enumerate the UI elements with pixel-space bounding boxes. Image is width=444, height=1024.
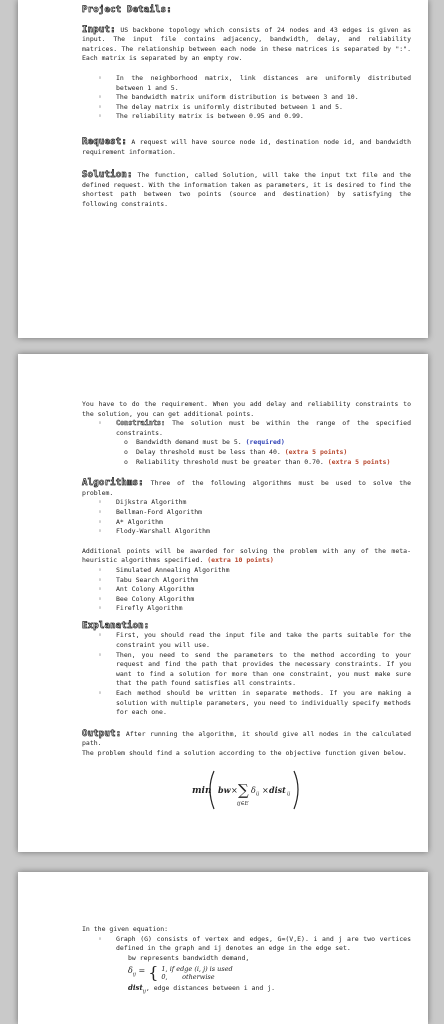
eq-delta: δ [250, 785, 256, 795]
request-label: Request: [82, 136, 127, 147]
meta-algorithms-list [82, 566, 411, 614]
list-item: o Delay threshold must be less than 40. (extra 5 points) [124, 447, 348, 456]
list-item: ◦ Dijkstra Algorithm [98, 498, 187, 507]
project-details-title: Project Details: [82, 5, 172, 15]
sub-bullet-icon: o [124, 447, 128, 456]
eq-min: min [191, 785, 211, 796]
eq-times-2: × [261, 785, 269, 795]
bullet-icon: ◦ [98, 507, 102, 516]
equation-svg [192, 767, 302, 813]
meta-paragraph: Additional points will be awarded for solving the problem with any of the meta-heuristic algorithms specified. (extra 10 points) [82, 546, 411, 565]
list-item: ◦ The delay matrix is uniformly distributed between 1 and 5. [98, 102, 343, 111]
request-paragraph [82, 138, 411, 157]
algorithms-paragraph: Algorithms: Three of the following algorithms must be used to solve the problem. [82, 478, 411, 497]
list-item: ◦ Each method should be written in separate methods. If you are making a solution with multiple parameters, you need to individually specify methods for each one. [98, 689, 411, 717]
extra-tag: (extra 5 points) [284, 447, 348, 456]
delta-case-2: 0, otherwise [161, 973, 215, 982]
bullet-icon: ◦ [98, 604, 102, 613]
given-equation-intro: In the given equation: [82, 925, 169, 933]
bullet-icon: ◦ [98, 102, 102, 111]
list-item: ◦ Then, you need to send the parameters to the method according to your request and find the path that provides the necessary constraints. If you want to find a solution for more than one constraint, you must make sure that the path found satisfies all constraints. [98, 650, 411, 688]
page-2 [18, 354, 428, 852]
eq-bw: bw [217, 784, 230, 795]
input-paragraph [82, 26, 411, 64]
delta-case-1: 1, if edge (i, j) is used [161, 965, 233, 974]
intro-paragraph: You have to do the requirement. When you add delay and reliability constraints to the solution, you can get additional points. [82, 400, 411, 418]
algorithms-label: Algorithms: [82, 478, 144, 489]
bw-definition: bw represents bandwidth demand, [128, 953, 250, 962]
eq-sum-sub: ij∈E [236, 800, 249, 807]
bullet-icon: ◦ [98, 527, 102, 536]
page-1 [18, 0, 428, 338]
input-text: US backbone topology which consists of 24 nodes and 43 edges is given as input. The input file contains adjacency, bandwidth, delay, and reliability matrices. The relationship between each node in these matrices is separated by ":". Each matrix is separated by an empty row. [82, 25, 411, 63]
page-3 [18, 872, 428, 1024]
bullet-icon: ◦ [98, 575, 102, 584]
list-item: ◦ First, you should read the input file and take the parts suitable for the constraint you will use. [98, 631, 411, 650]
definition-block [82, 954, 411, 997]
bullet-icon: ◦ [98, 93, 102, 102]
bullet-icon: ◦ [98, 689, 102, 698]
bullet-icon: ◦ [98, 517, 102, 526]
bullet-icon: ◦ [98, 73, 102, 82]
list-item: ◦ Tabu Search Algorithm [98, 575, 199, 584]
list-item: ◦ Bee Colony Algorithm [98, 594, 195, 603]
objective-equation [82, 767, 411, 813]
eq-dist: dist [268, 784, 286, 795]
request-text: A request will have source node id, destination node id, and bandwidth requirement information. [82, 137, 411, 156]
output-paragraph: Output: After running the algorithm, it should give all nodes in the calculated path. [82, 728, 411, 748]
bullet-icon: ◦ [98, 631, 102, 640]
eq-times-1: × [230, 785, 238, 795]
list-item: ◦ Flody-Warshall Algorithm [98, 527, 210, 536]
extra-tag: (extra 5 points) [327, 457, 391, 466]
list-item: ◦ Bellman-Ford Algorithm [98, 507, 203, 516]
matrix-bullet-list [82, 74, 411, 122]
bullet-icon: ◦ [98, 585, 102, 594]
equation-definitions [82, 935, 411, 954]
output-paragraph-2: The problem should find a solution according to the objective function given below. [82, 749, 407, 757]
list-item: o Reliability threshold must be greater than 0.70. (extra 5 points) [124, 457, 391, 466]
bullet-icon: ◦ [98, 112, 102, 121]
explanation-label: Explanation: [82, 620, 150, 631]
solution-text: The function, called Solution, will take the input txt file and the defined request. With the information taken as parameters, it is desired to find the shortest path between two points (source and destination) by satisfying the following constraints. [82, 171, 411, 208]
sub-bullet-icon: o [124, 457, 128, 466]
list-item: ◦ Simulated Annealing Algorithm [98, 565, 230, 574]
required-tag: (required) [245, 438, 285, 447]
output-label: Output: [82, 728, 122, 739]
list-item: o Bandwidth demand must be 5. (required) [124, 438, 285, 447]
bullet-icon: ◦ [98, 419, 102, 428]
input-label: Input: [82, 24, 116, 35]
right-paren-icon [294, 771, 298, 809]
delta-symbol: $\delta_{ij}$ = [128, 966, 146, 978]
list-item: ◦ Firefly Algorithm [98, 604, 183, 613]
eq-sum: ∑ [237, 780, 249, 799]
bullet-icon: ◦ [98, 498, 102, 507]
list-item: ◦ Graph (G) consists of vertex and edges, G=(V,E). i and j are two vertices defined in the graph and ij denotes an edge in the edge set. [98, 934, 411, 953]
eq-delta-sub: ij [255, 790, 259, 797]
bullet-icon: ◦ [98, 565, 102, 574]
explanation-list [82, 631, 411, 717]
bullet-icon: ◦ [98, 650, 102, 659]
constraints-list [82, 419, 411, 438]
list-item: ◦ The bandwidth matrix uniform distribution is between 3 and 10. [98, 93, 359, 102]
list-item: ◦ Ant Colony Algorithm [98, 585, 195, 594]
list-item: ◦ Constraints: The solution must be within the range of the specified constraints. [98, 419, 411, 437]
brace-icon: { [148, 963, 159, 983]
list-item: ◦ The reliability matrix is between 0.95 and 0.99. [98, 112, 304, 121]
solution-paragraph [82, 171, 411, 209]
dist-definition: dist$_{ij}$, edge distances between i and j. [128, 983, 276, 995]
solution-label: Solution: [82, 170, 133, 181]
algorithms-list [82, 498, 411, 536]
sub-bullet-icon: o [124, 438, 128, 447]
bullet-icon: ◦ [98, 594, 102, 603]
delta-definition [128, 963, 411, 983]
extra-tag: (extra 10 points) [207, 556, 274, 565]
eq-dist-sub: ij [286, 790, 290, 797]
left-paren-icon [210, 771, 214, 809]
constraint-items [82, 438, 411, 467]
constraints-label: Constraints: [116, 419, 166, 428]
list-item: ◦ In the neighborhood matrix, link distances are uniformly distributed between 1 and 5. [98, 73, 411, 92]
bullet-icon: ◦ [98, 934, 102, 943]
list-item: ◦ A* Algorithm [98, 517, 163, 526]
